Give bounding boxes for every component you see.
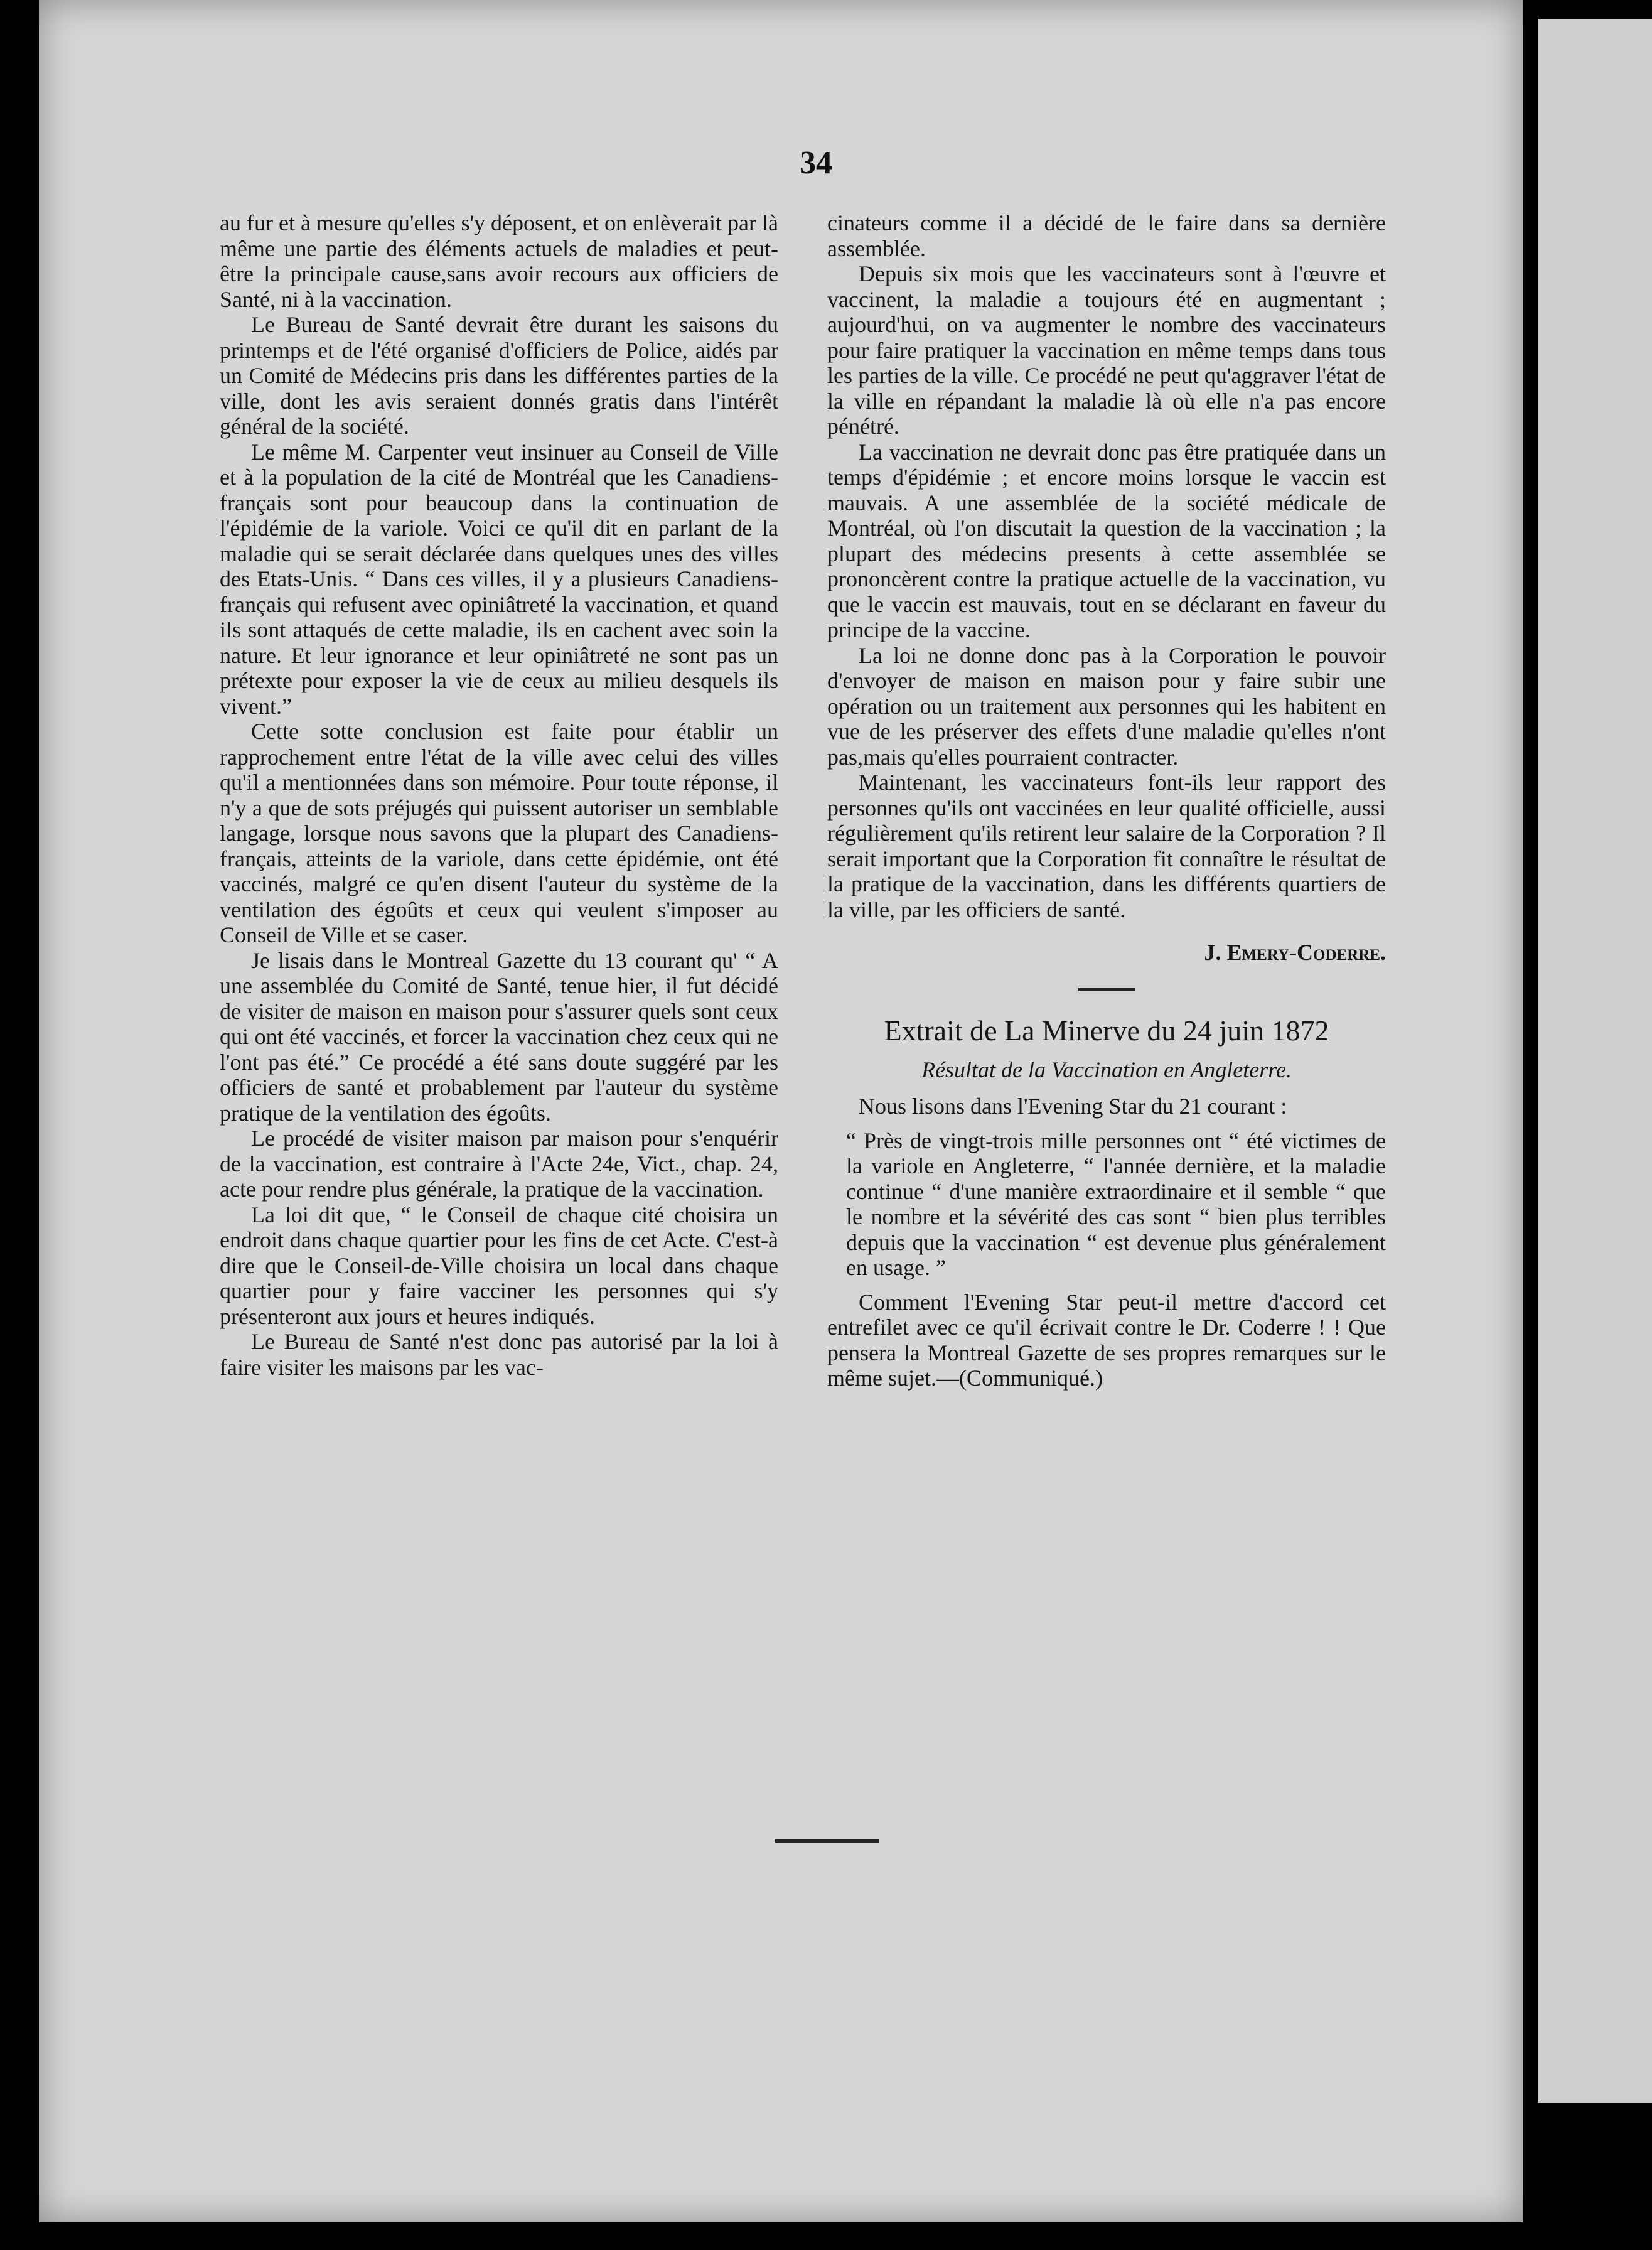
paragraph: cinateurs comme il a décidé de le faire dans sa dernière assemblée. <box>827 210 1386 261</box>
extract-quote: “ Près de vingt-trois mille personnes ont “ été victimes de la variole en Angleterre, “ l'année dernière, et la maladie continue “ d'une manière extraordinaire et il semble “ que le nombre et la sévérité des cas sont “ bien plus terribles depuis que la vaccination “ est devenue plus généralement en usage. ” <box>846 1128 1386 1280</box>
paragraph: au fur et à mesure qu'elles s'y déposent, et on enlèverait par là même une partie des éléments actuels de maladies et peut-être la principale cause,sans avoir recours aux officiers de Santé, ni à la vaccination. <box>220 210 778 312</box>
extract-intro: Nous lisons dans l'Evening Star du 21 courant : <box>859 1094 1287 1119</box>
signature: J. Emery-Coderre. <box>1204 940 1386 965</box>
paragraph: Le Bureau de Santé n'est donc pas autorisé par la loi à faire visiter les maisons par les vac- <box>220 1329 778 1380</box>
paragraph: Le même M. Carpenter veut insinuer au Conseil de Ville et à la population de la cité de Montréal que les Canadiens-français sont pour beaucoup dans la continuation de l'épidémie de la variole. Voici ce qu'il dit en parlant de la maladie qui se serait déclarée dans quelques unes des villes des Etats-Unis. “ Dans ces villes, il y a plusieurs Canadiens-français qui refusent avec opiniâtreté la vaccination, et quand ils sont attaqués de cette maladie, ils en cachent avec soin la nature. Et leur ignorance et leur opiniâtreté ne sont pas un prétexte pour exposer la vie de ceux au milieu desquels ils vivent.” <box>220 439 778 719</box>
left-column <box>220 210 778 1380</box>
paragraph: La vaccination ne devrait donc pas être pratiquée dans un temps d'épidémie ; et encore moins lorsque le vaccin est mauvais. A une assemblée de la société médicale de Montréal, où l'on discutait la question de la vaccination ; la plupart des médecins presents à cette assemblée se prononcèrent contre la pratique actuelle de la vaccination, vu que le vaccin est mauvais, tout en se déclarant en faveur du principe de la vaccine. <box>827 439 1386 642</box>
paragraph: Depuis six mois que les vaccinateurs sont à l'œuvre et vaccinent, la maladie a toujours été en augmentant ; aujourd'hui, on va augmenter le nombre des vaccinateurs pour faire pratiquer la vaccination en même temps dans tous les parties de la ville. Ce procédé ne peut qu'aggraver l'état de la ville en répandant la maladie là où elle n'a pas encore pénétré. <box>827 261 1386 439</box>
paragraph: Maintenant, les vaccinateurs font-ils leur rapport des personnes qu'ils ont vaccinées en leur qualité officielle, aussi régulièrement qu'ils retirent leur salaire de la Corporation ? Il serait important que la Corporation fit connaître le résultat de la pratique de la vaccination, dans les différents quartiers de la ville, par les officiers de santé. <box>827 770 1386 922</box>
adjacent-page-edge <box>1538 19 1652 2103</box>
right-column <box>827 210 1386 1391</box>
paragraph: La loi dit que, “ le Conseil de chaque cité choisira un endroit dans chaque quartier pour les fins de cet Acte. C'est-à dire que le Conseil-de-Ville choisira un local dans chaque quartier pour y faire vacciner les personnes qui s'y présenteront aux jours et heures indiqués. <box>220 1202 778 1329</box>
paragraph: Cette sotte conclusion est faite pour établir un rapprochement entre l'état de la ville avec celui des villes qu'il a mentionnées dans son mémoire. Pour toute réponse, il n'y a que de sots préjugés qui puissent autoriser un semblable langage, lorsque nous savons que la plupart des Canadiens-français, atteints de la variole, dans cette épidémie, ont été vaccinés, malgré ce qu'en disent l'auteur du système de la ventilation des égoûts et ceux qui veulent s'imposer au Conseil de Ville et se caser. <box>220 719 778 947</box>
extract-subheading: Résultat de la Vaccination en Angleterre. <box>921 1057 1292 1082</box>
extract-closing: Comment l'Evening Star peut-il mettre d'accord cet entrefilet avec ce qu'il écrivait contre le Dr. Coderre ! ! Que pensera la Montreal Gazette de ses propres remarques sur le même sujet.—(Communiqué.) <box>827 1289 1386 1391</box>
extract-heading: Extrait de La Minerve du 24 juin 1872 <box>884 1014 1329 1047</box>
section-divider <box>1078 988 1135 991</box>
paragraph: Je lisais dans le Montreal Gazette du 13 courant qu' “ A une assemblée du Comité de Santé, tenue hier, il fut décidé de visiter de maison en maison pour s'assurer quels sont ceux qui ont été vaccinés, et forcer la vaccination chez ceux qui ne l'ont pas été.” Ce procédé a été sans doute suggéré par les officiers de santé et probablement par l'auteur du système pratique de la ventilation des égoûts. <box>220 947 778 1126</box>
paragraph: Le Bureau de Santé devrait être durant les saisons du printemps et de l'été organisé d'officiers de Police, aidés par un Comité de Médecins pris dans les différentes parties de la ville, dont les avis seraient donnés gratis dans l'intérêt général de la société. <box>220 312 778 439</box>
paragraph: Le procédé de visiter maison par maison pour s'enquérir de la vaccination, est contraire à l'Acte 24e, Vict., chap. 24, acte pour rendre plus générale, la pratique de la vaccination. <box>220 1126 778 1202</box>
paragraph: La loi ne donne donc pas à la Corporation le pouvoir d'envoyer de maison en maison pour y faire subir une opération ou un traitement aux personnes qui les habitent en vue de les préserver des effets d'une maladie qu'elles n'ont pas,mais qu'elles pourraient contracter. <box>827 642 1386 770</box>
page-number: 34 <box>800 145 832 181</box>
bottom-divider <box>775 1839 879 1843</box>
